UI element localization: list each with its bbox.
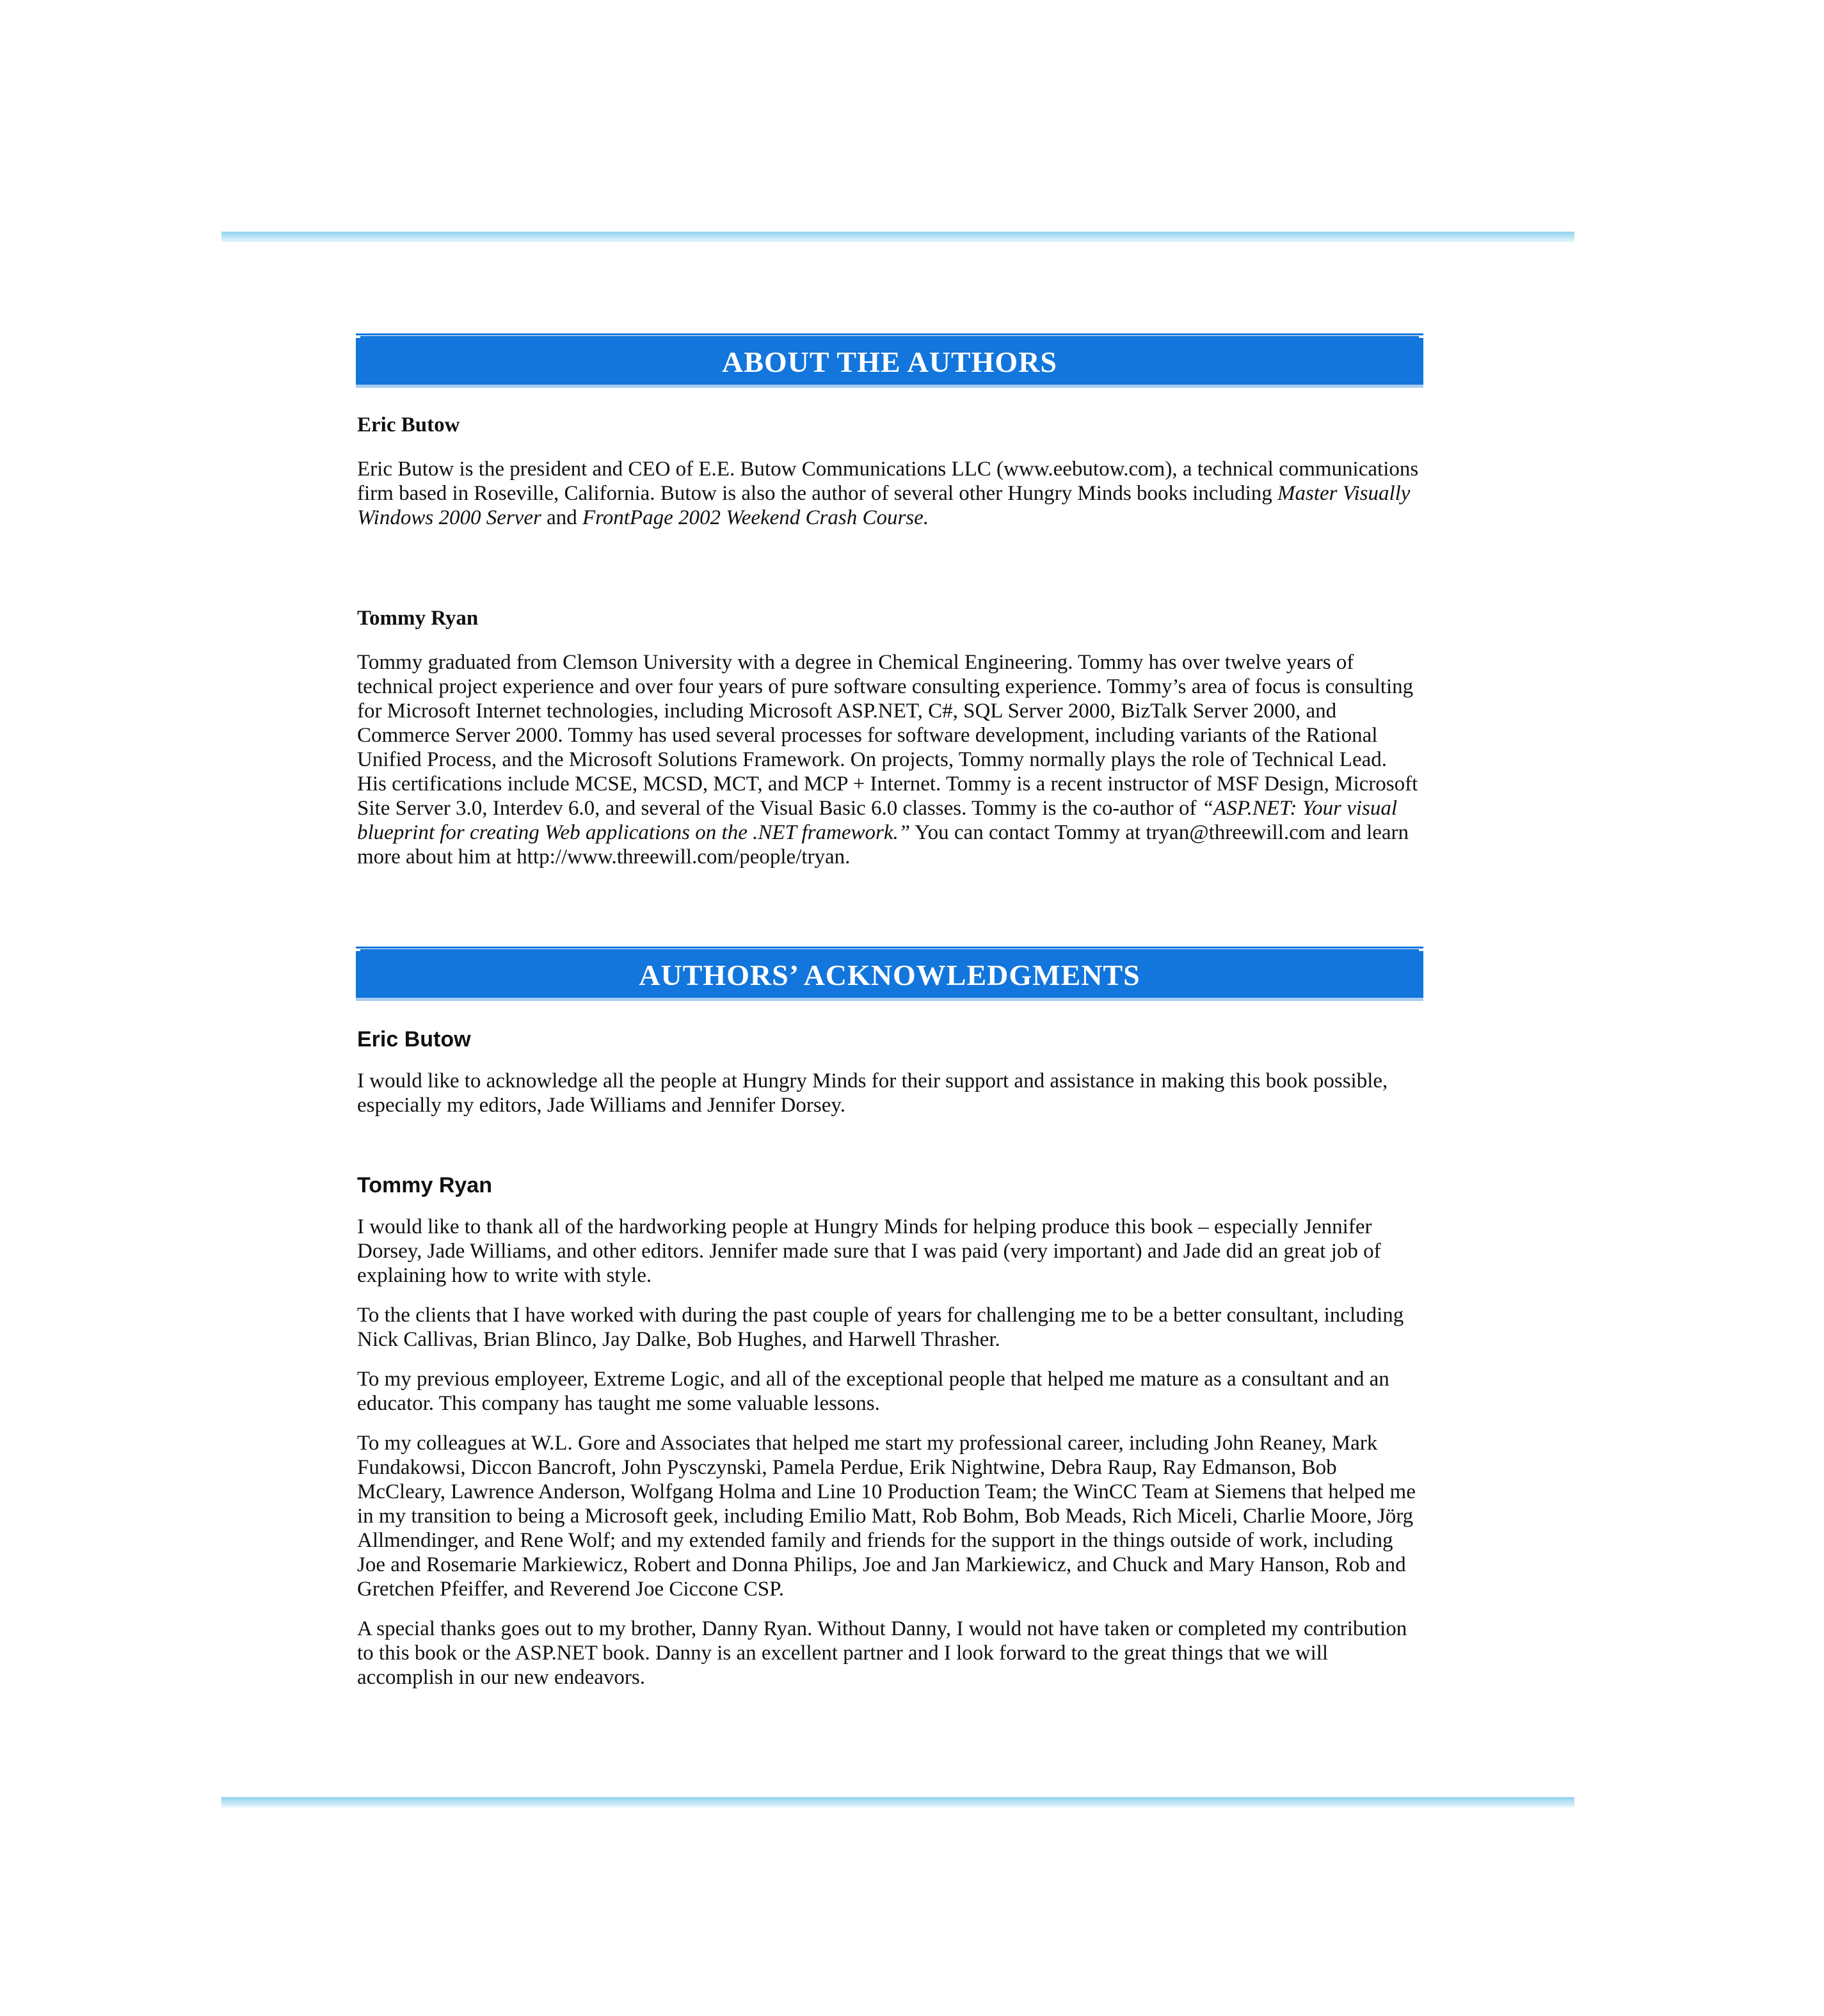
ack-paragraph: To my colleagues at W.L. Gore and Associates that helped me start my professional career, including John Reaney, Mark Fundakowsi, Diccon Bancroft, John Pysczynski, Pamela Perdue, Erik Nightwine, Debra Raup, Ray Edmanson, Bob McCleary, Lawrence Anderson, Wolfgang Holma and Line 10 Production Team; the WinCC Team at Siemens that helped me in my transition to being a Microsoft geek, including Emilio Matt, Rob Bohm, Bob Meads, Rich Miceli, Charlie Moore, Jörg Allmendinger, and Rene Wolf; and my extended family and friends for the support in the things outside of work, including Joe and Rosemarie Markiewicz, Robert and Donna Philips, Joe and Jan Markiewicz, and Chuck and Mary Hanson, Rob and Gretchen Pfeiffer, and Reverend Joe Ciccone CSP. xyxy=(357,1432,1416,1601)
ack-paragraph: To the clients that I have worked with during the past couple of years for challenging me to be a better consultant, including Nick Callivas, Brian Blinco, Jay Dalke, Bob Hughes, and Harwell Thrasher. xyxy=(357,1304,1404,1351)
ack-tommy-section xyxy=(357,1172,1421,1705)
ack-eric-name: Eric Butow xyxy=(357,1027,471,1052)
about-tommy-name: Tommy Ryan xyxy=(357,607,479,630)
about-tommy-section xyxy=(357,605,1421,884)
book-title: “ASP.NET: Your visual blueprint for creating Web applications on the .NET framework.” xyxy=(357,797,1398,844)
ack-eric-section xyxy=(357,1027,1421,1133)
acknowledgments-heading: AUTHORS’ ACKNOWLEDGMENTS xyxy=(356,951,1423,998)
book-title: Master Visually Windows 2000 Server xyxy=(357,482,1411,529)
bottom-decorative-rule xyxy=(221,1797,1574,1807)
about-eric-section xyxy=(357,412,1421,545)
book-title: FrontPage 2002 Weekend Crash Course. xyxy=(582,506,929,529)
about-tommy-bio: Tommy graduated from Clemson University with a degree in Chemical Engineering. Tommy has over twelve years of technical project experience and over four years of pure software consulting experience. Tommy’s area of focus is consulting for Microsoft Internet technologies, including Microsoft ASP.NET, C#, SQL Server 2000, BizTalk Server 2000, and Commerce Server 2000. Tommy has used several processes for software development, including variants of the Rational Unified Process, and the Microsoft Solutions Framework. On projects, Tommy normally plays the role of Technical Lead. His certifications include MCSE, MCSD, MCT, and MCP + Internet. Tommy is a recent instructor of MSF Design, Microsoft Site Server 3.0, Interdev 6.0, and several of the Visual Basic 6.0 classes. Tommy is the co-author of “ASP.NET: Your visual blueprint for creating Web applications on the .NET framework.” You can contact Tommy at tryan@threewill.com and learn more about him at http://www.threewill.com/people/tryan. xyxy=(357,651,1418,868)
about-eric-name: Eric Butow xyxy=(357,413,460,436)
top-decorative-rule xyxy=(221,232,1574,242)
ack-paragraph: A special thanks goes out to my brother, Danny Ryan. Without Danny, I would not have taken or completed my contribution to this book or the ASP.NET book. Danny is an excellent partner and I look forward to the great things that we will accomplish in our new endeavors. xyxy=(357,1617,1407,1689)
ack-paragraph: To my previous employeer, Extreme Logic, and all of the exceptional people that helped me mature as a consultant and an educator. This company has taught me some valuable lessons. xyxy=(357,1368,1389,1415)
ack-paragraph: I would like to thank all of the hardworking people at Hungry Minds for helping produce this book – especially Jennifer Dorsey, Jade Williams, and other editors. Jennifer made sure that I was paid (very important) and Jade did an great job of explaining how to write with style. xyxy=(357,1215,1381,1287)
ack-eric-text: I would like to acknowledge all the people at Hungry Minds for their support and assistance in making this book possible, especially my editors, Jade Williams and Jennifer Dorsey. xyxy=(357,1069,1388,1117)
about-authors-heading: ABOUT THE AUTHORS xyxy=(356,338,1423,385)
ack-tommy-name: Tommy Ryan xyxy=(357,1173,492,1197)
about-eric-bio: Eric Butow is the president and CEO of E.E. Butow Communications LLC (www.eebutow.com), a technical communications firm based in Roseville, California. Butow is also the author of several other Hungry Minds books including Master Visually Windows 2000 Server and FrontPage 2002 Weekend Crash Course. xyxy=(357,458,1419,529)
